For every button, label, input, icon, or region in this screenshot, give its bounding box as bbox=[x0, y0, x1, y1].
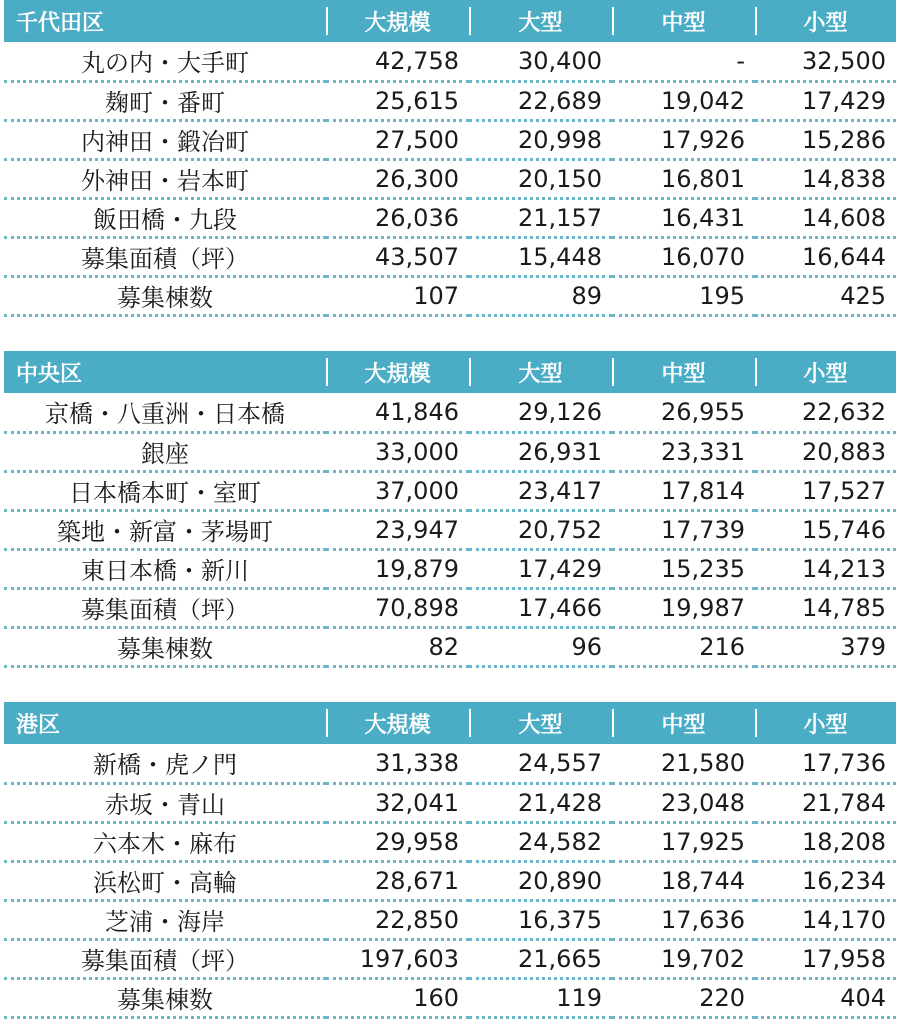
cell-value: 16,375 bbox=[469, 900, 612, 939]
data-table bbox=[4, 351, 896, 668]
cell-value: 16,234 bbox=[755, 861, 896, 900]
column-header: 大型 bbox=[469, 702, 612, 744]
cell-value: 31,338 bbox=[326, 744, 469, 783]
row-label: 外神田・岩本町 bbox=[4, 159, 326, 198]
table-row bbox=[4, 627, 896, 666]
column-header: 大型 bbox=[469, 0, 612, 42]
cell-value: 27,500 bbox=[326, 120, 469, 159]
table-row bbox=[4, 744, 896, 783]
table-row bbox=[4, 549, 896, 588]
cell-value: 26,931 bbox=[469, 432, 612, 471]
table-row bbox=[4, 198, 896, 237]
cell-value: 25,615 bbox=[326, 81, 469, 120]
cell-value: 70,898 bbox=[326, 588, 469, 627]
table-row bbox=[4, 939, 896, 978]
cell-value: 26,036 bbox=[326, 198, 469, 237]
column-header: 大規模 bbox=[326, 351, 469, 393]
cell-value: 22,850 bbox=[326, 900, 469, 939]
table-row bbox=[4, 822, 896, 861]
data-table bbox=[4, 702, 896, 1019]
row-label: 六本木・麻布 bbox=[4, 822, 326, 861]
cell-value: 23,048 bbox=[612, 783, 755, 822]
cell-value: 23,947 bbox=[326, 510, 469, 549]
cell-value: 20,998 bbox=[469, 120, 612, 159]
column-header: 大規模 bbox=[326, 702, 469, 744]
cell-value: 21,157 bbox=[469, 198, 612, 237]
cell-value: 216 bbox=[612, 627, 755, 666]
table-row bbox=[4, 861, 896, 900]
table-row bbox=[4, 978, 896, 1017]
column-header: 大型 bbox=[469, 351, 612, 393]
row-label: 麹町・番町 bbox=[4, 81, 326, 120]
cell-value: 17,926 bbox=[612, 120, 755, 159]
table-header-row bbox=[4, 0, 896, 42]
cell-value: 24,557 bbox=[469, 744, 612, 783]
cell-value: 20,890 bbox=[469, 861, 612, 900]
table-row bbox=[4, 120, 896, 159]
row-label: 芝浦・海岸 bbox=[4, 900, 326, 939]
cell-value: 82 bbox=[326, 627, 469, 666]
cell-value: 24,582 bbox=[469, 822, 612, 861]
cell-value: 14,785 bbox=[755, 588, 896, 627]
cell-value: 160 bbox=[326, 978, 469, 1017]
column-header: 小型 bbox=[755, 0, 896, 42]
cell-value: 20,883 bbox=[755, 432, 896, 471]
column-header: 中型 bbox=[612, 0, 755, 42]
ward-name: 港区 bbox=[4, 702, 326, 744]
cell-value: 16,801 bbox=[612, 159, 755, 198]
cell-value: 20,752 bbox=[469, 510, 612, 549]
row-label: 募集面積（坪） bbox=[4, 588, 326, 627]
row-label: 赤坂・青山 bbox=[4, 783, 326, 822]
cell-value: 21,665 bbox=[469, 939, 612, 978]
cell-value: 19,879 bbox=[326, 549, 469, 588]
cell-value: 29,126 bbox=[469, 393, 612, 432]
cell-value: 23,417 bbox=[469, 471, 612, 510]
cell-value: 28,671 bbox=[326, 861, 469, 900]
cell-value: 15,746 bbox=[755, 510, 896, 549]
cell-value: 17,527 bbox=[755, 471, 896, 510]
cell-value: 14,213 bbox=[755, 549, 896, 588]
table-row bbox=[4, 471, 896, 510]
column-header: 中型 bbox=[612, 702, 755, 744]
cell-value: 43,507 bbox=[326, 237, 469, 276]
cell-value: 29,958 bbox=[326, 822, 469, 861]
cell-value: 197,603 bbox=[326, 939, 469, 978]
cell-value: 425 bbox=[755, 276, 896, 315]
table-row bbox=[4, 510, 896, 549]
table-header-row bbox=[4, 702, 896, 744]
cell-value: 26,300 bbox=[326, 159, 469, 198]
cell-value: 17,466 bbox=[469, 588, 612, 627]
cell-value: 30,400 bbox=[469, 42, 612, 81]
section-table bbox=[4, 0, 896, 317]
cell-value: 42,758 bbox=[326, 42, 469, 81]
cell-value: 17,636 bbox=[612, 900, 755, 939]
cell-value: 18,208 bbox=[755, 822, 896, 861]
cell-value: 89 bbox=[469, 276, 612, 315]
cell-value: 195 bbox=[612, 276, 755, 315]
table-row bbox=[4, 276, 896, 315]
cell-value: 14,608 bbox=[755, 198, 896, 237]
table-row bbox=[4, 393, 896, 432]
column-header: 中型 bbox=[612, 351, 755, 393]
cell-value: 21,784 bbox=[755, 783, 896, 822]
cell-value: 17,958 bbox=[755, 939, 896, 978]
row-label: 募集面積（坪） bbox=[4, 237, 326, 276]
data-table bbox=[4, 0, 896, 317]
row-label: 募集棟数 bbox=[4, 276, 326, 315]
cell-value: 17,429 bbox=[469, 549, 612, 588]
row-label: 丸の内・大手町 bbox=[4, 42, 326, 81]
table-row bbox=[4, 159, 896, 198]
table-row bbox=[4, 81, 896, 120]
cell-value: 33,000 bbox=[326, 432, 469, 471]
cell-value: 41,846 bbox=[326, 393, 469, 432]
cell-value: 15,448 bbox=[469, 237, 612, 276]
column-header: 小型 bbox=[755, 702, 896, 744]
cell-value: 22,689 bbox=[469, 81, 612, 120]
table-row bbox=[4, 900, 896, 939]
cell-value: 32,500 bbox=[755, 42, 896, 81]
cell-value: 220 bbox=[612, 978, 755, 1017]
table-row bbox=[4, 42, 896, 81]
cell-value: 379 bbox=[755, 627, 896, 666]
table-row bbox=[4, 783, 896, 822]
cell-value: 119 bbox=[469, 978, 612, 1017]
table-header-row bbox=[4, 351, 896, 393]
column-header: 小型 bbox=[755, 351, 896, 393]
row-label: 新橋・虎ノ門 bbox=[4, 744, 326, 783]
cell-value: 16,431 bbox=[612, 198, 755, 237]
cell-value: 96 bbox=[469, 627, 612, 666]
row-label: 内神田・鍛冶町 bbox=[4, 120, 326, 159]
ward-name: 中央区 bbox=[4, 351, 326, 393]
cell-value: 37,000 bbox=[326, 471, 469, 510]
table-row bbox=[4, 588, 896, 627]
cell-value: 20,150 bbox=[469, 159, 612, 198]
row-label: 京橋・八重洲・日本橋 bbox=[4, 393, 326, 432]
cell-value: 19,702 bbox=[612, 939, 755, 978]
cell-value: 32,041 bbox=[326, 783, 469, 822]
section-table bbox=[4, 351, 896, 668]
row-label: 日本橋本町・室町 bbox=[4, 471, 326, 510]
cell-value: 16,070 bbox=[612, 237, 755, 276]
cell-value: 404 bbox=[755, 978, 896, 1017]
row-label: 募集面積（坪） bbox=[4, 939, 326, 978]
row-label: 募集棟数 bbox=[4, 627, 326, 666]
cell-value: 21,428 bbox=[469, 783, 612, 822]
row-label: 東日本橋・新川 bbox=[4, 549, 326, 588]
cell-value: 17,814 bbox=[612, 471, 755, 510]
section-table bbox=[4, 702, 896, 1019]
cell-value: 19,042 bbox=[612, 81, 755, 120]
row-label: 募集棟数 bbox=[4, 978, 326, 1017]
ward-name: 千代田区 bbox=[4, 0, 326, 42]
cell-value: 26,955 bbox=[612, 393, 755, 432]
cell-value: 14,170 bbox=[755, 900, 896, 939]
cell-value: 17,925 bbox=[612, 822, 755, 861]
cell-value: 15,235 bbox=[612, 549, 755, 588]
row-label: 銀座 bbox=[4, 432, 326, 471]
row-label: 築地・新富・茅場町 bbox=[4, 510, 326, 549]
cell-value: 22,632 bbox=[755, 393, 896, 432]
cell-value: 23,331 bbox=[612, 432, 755, 471]
cell-value: 19,987 bbox=[612, 588, 755, 627]
cell-value: 15,286 bbox=[755, 120, 896, 159]
cell-value: 21,580 bbox=[612, 744, 755, 783]
table-row bbox=[4, 237, 896, 276]
row-label: 飯田橋・九段 bbox=[4, 198, 326, 237]
cell-value: 17,429 bbox=[755, 81, 896, 120]
cell-value: 107 bbox=[326, 276, 469, 315]
cell-value: 17,739 bbox=[612, 510, 755, 549]
cell-value: 17,736 bbox=[755, 744, 896, 783]
cell-value: 18,744 bbox=[612, 861, 755, 900]
cell-value: - bbox=[612, 42, 755, 81]
row-label: 浜松町・高輪 bbox=[4, 861, 326, 900]
table-row bbox=[4, 432, 896, 471]
cell-value: 14,838 bbox=[755, 159, 896, 198]
cell-value: 16,644 bbox=[755, 237, 896, 276]
column-header: 大規模 bbox=[326, 0, 469, 42]
